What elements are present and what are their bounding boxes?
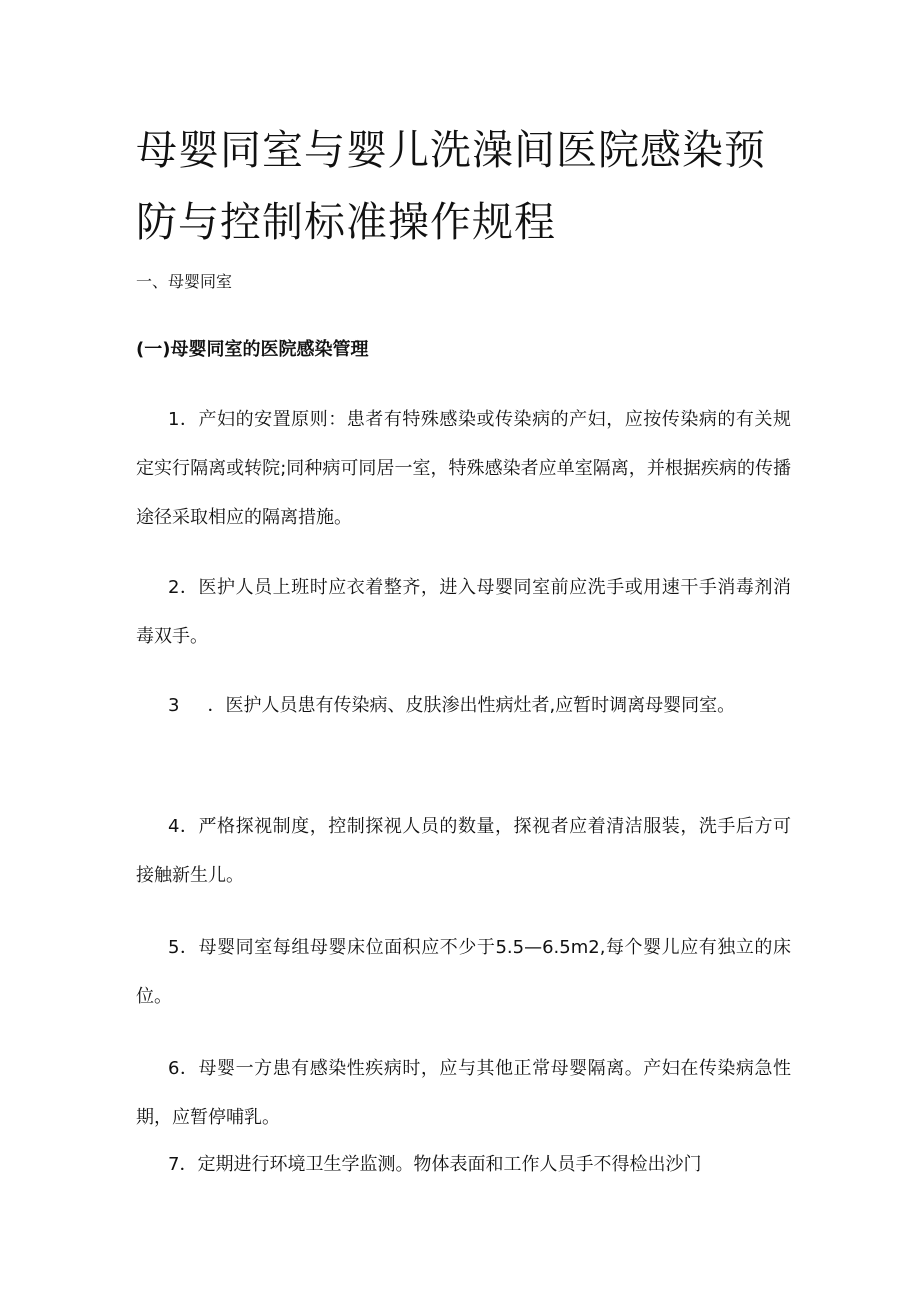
- paragraph-item-7: [136, 1140, 791, 1189]
- item-number: 7: [168, 1154, 180, 1175]
- item-number: 4: [168, 816, 180, 837]
- paragraph-item-2: [136, 563, 791, 661]
- document-title: 母婴同室与婴儿洗澡间医院感染预防与控制标准操作规程: [136, 126, 766, 246]
- item-number: 5: [168, 937, 180, 958]
- item-number: 1: [168, 409, 180, 430]
- item-text: ．医护人员上班时应衣着整齐，进入母婴同室前应洗手或用速干手消毒剂消毒双手。: [136, 577, 791, 647]
- item-text: ．产妇的安置原则：患者有特殊感染或传染病的产妇，应按传染病的有关规定实行隔离或转院;同种病可同居一室，特殊感染者应单室隔离，并根据疾病的传播途径采取相应的隔离措施。: [136, 409, 791, 528]
- item-text: ．母婴同室每组母婴床位面积应不少于5.5—6.5m2,每个婴儿应有独立的床位。: [136, 937, 791, 1007]
- item-text: ．医护人员患有传染病、皮肤渗出性病灶者,应暂时调离母婴同室。: [207, 695, 736, 716]
- paragraph-item-4: [136, 802, 791, 900]
- item-text: ．母婴一方患有感染性疾病时，应与其他正常母婴隔离。产妇在传染病急性期，应暂停哺乳。: [136, 1058, 791, 1128]
- paragraph-item-6: [136, 1044, 791, 1142]
- paragraph-item-3: [136, 681, 791, 730]
- item-text: ．严格探视制度，控制探视人员的数量，探视者应着清洁服装，洗手后方可接触新生儿。: [136, 816, 791, 886]
- paragraph-item-1: [136, 395, 791, 542]
- item-text: ．定期进行环境卫生学监测。物体表面和工作人员手不得检出沙门: [179, 1154, 702, 1175]
- subsection-heading: (一)母婴同室的医院感染管理: [136, 339, 369, 360]
- item-number: 3: [168, 695, 180, 716]
- item-number: 2: [168, 577, 180, 598]
- section-heading: 一、母婴同室: [136, 272, 233, 291]
- item-number: 6: [168, 1058, 180, 1079]
- paragraph-item-5: [136, 923, 791, 1021]
